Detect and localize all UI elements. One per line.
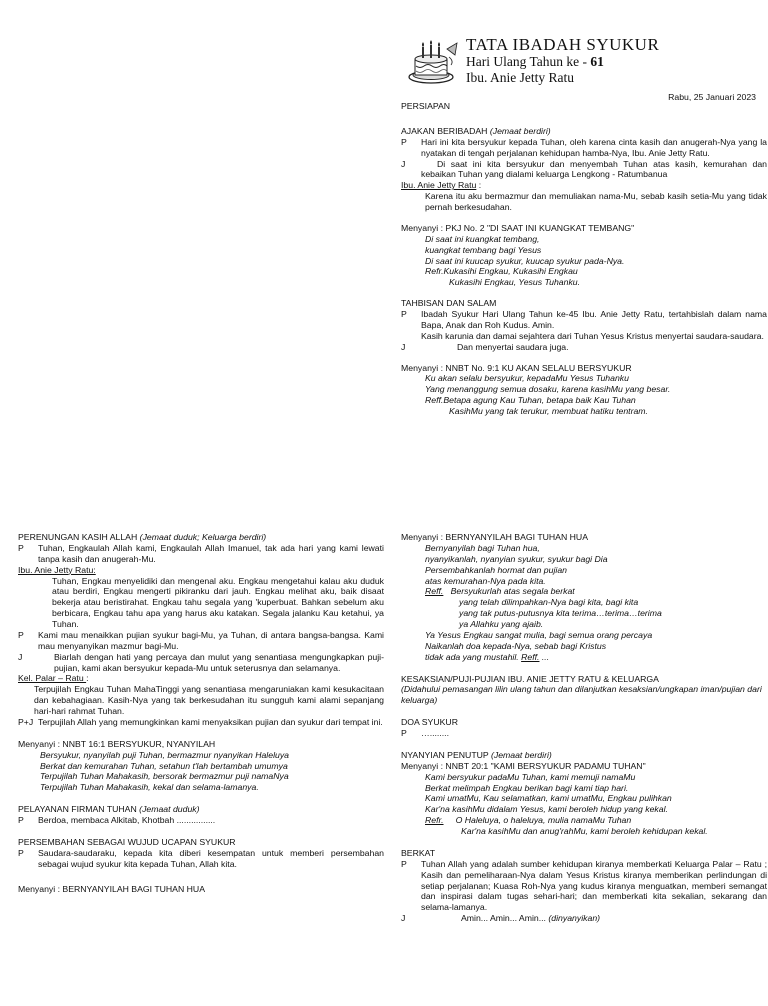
age-number: 61 bbox=[590, 54, 604, 69]
lyric-line: Refr.Kukasihi Engkau, Kukasihi Engkau bbox=[425, 266, 578, 277]
song-bernyanyilah-title: Menyanyi : BERNYANYILAH BAGI TUHAN HUA bbox=[401, 532, 588, 542]
speaker-tag: P+J bbox=[18, 716, 34, 727]
right-bottom-column bbox=[401, 532, 767, 924]
berkat-j-note: (dinyanyikan) bbox=[548, 913, 601, 924]
perenungan-pj-text: Terpujilah Allah yang memungkinkan kami menyaksikan pujian dan syukur dari tempat ini. bbox=[38, 716, 383, 727]
speaker-tag: P bbox=[18, 847, 24, 858]
firman-p-text: Berdoa, membaca Alkitab, Khotbah ................ bbox=[38, 815, 216, 825]
lyric-line: Bernyanyilah bagi Tuhan hua, bbox=[425, 542, 540, 553]
song-bernyanyilah-title: Menyanyi : BERNYANYILAH BAGI TUHAN HUA bbox=[18, 883, 205, 894]
lyric-line: Bersyukur, nyanyilah puji Tuhan, bermazmur nyanyikan Haleluya bbox=[40, 749, 290, 760]
perenungan-j1 bbox=[18, 652, 384, 674]
lyric-line: Bersyukurlah atas segala berkat bbox=[450, 586, 575, 597]
occasion-line bbox=[466, 54, 659, 70]
ibu-label: Ibu. Anie Jetty Ratu: bbox=[18, 564, 96, 575]
reff-lines bbox=[425, 597, 767, 630]
doa-title: DOA SYUKUR bbox=[401, 717, 458, 728]
document-header bbox=[466, 35, 659, 86]
firman-heading bbox=[18, 804, 384, 815]
ajakan-heading bbox=[401, 126, 767, 137]
penutup-title: NYANYIAN PENUTUP bbox=[401, 749, 491, 760]
persembahan-p bbox=[18, 848, 384, 870]
section-doa bbox=[401, 717, 767, 739]
lyric-line: Berkat dan kemurahan Tuhan, setahun t'lah bertambah umumya bbox=[40, 760, 288, 771]
tahbisan-j-text: Dan menyertai saudara juga. bbox=[457, 341, 569, 352]
lyric-line: kuangkat tembang bagi Yesus bbox=[425, 244, 542, 255]
speaker-tag: J bbox=[401, 913, 406, 924]
tahbisan-p bbox=[401, 309, 767, 342]
lyric-line: Terpujilah Tuhan Mahakasih, kekal dan selama-lamanya. bbox=[40, 782, 259, 793]
lyric-line: ya Allahku yang ajaib. bbox=[459, 619, 544, 629]
song-pkj2 bbox=[401, 223, 767, 288]
ajakan-j-text: Di saat ini kita bersyukur dan menyembah Tuhan atas kasih, kemurahan dan kebaikan Tuhan yang dialami keluarga Lengkong - Ratumbanua bbox=[421, 158, 767, 180]
song-pkj2-lyrics bbox=[401, 234, 767, 288]
berkat-j-body bbox=[421, 913, 767, 924]
lyric-line: Reff.Betapa agung Kau Tuhan, betapa baik Kau Tuhan bbox=[425, 395, 636, 406]
kel-label-line bbox=[18, 673, 384, 684]
speaker-tag: P bbox=[18, 629, 24, 640]
firman-title: PELAYANAN FIRMAN TUHAN bbox=[18, 804, 140, 815]
speaker-tag: P bbox=[18, 815, 24, 825]
perenungan-heading bbox=[18, 532, 384, 543]
lyric-line: Di saat ini kuucap syukur, kuucap syukur pada-Nya. bbox=[425, 255, 625, 266]
perenungan-j1-text: Biarlah dengan hati yang percaya dan mulut yang senantiasa mengungkapkan puji-pujian, kami akan bersyukur kepada-Mu untuk seterusnya dan selamanya. bbox=[54, 651, 384, 673]
persembahan-title: PERSEMBAHAN SEBAGAI WUJUD UCAPAN SYUKUR bbox=[18, 836, 236, 847]
speaker-tag: J bbox=[401, 341, 406, 352]
song-nnbt20-lyrics bbox=[401, 772, 767, 837]
speaker-tag: P bbox=[401, 309, 407, 319]
document-title: TATA IBADAH SYUKUR bbox=[466, 35, 660, 54]
song-nnbt9-lyrics bbox=[401, 373, 767, 417]
reff-line bbox=[425, 586, 767, 597]
firman-note: (Jemaat duduk) bbox=[139, 804, 200, 815]
birthday-cake-icon bbox=[407, 35, 459, 85]
lyric-line: Ya Yesus Engkau sangat mulia, bagi semua orang percaya bbox=[425, 629, 653, 640]
lyric-line: Kami bersyukur padaMu Tuhan, kami memuji namaMu bbox=[425, 771, 636, 782]
lyric-line: Persembahkanlah hormat dan pujian bbox=[425, 564, 567, 575]
occasion-prefix: Hari Ulang Tahun ke - bbox=[466, 54, 591, 69]
kesaksian-note: (Didahului pemasangan lilin ulang tahun dan dilanjutkan kesaksian/ungkapan iman/pujian dari keluarga) bbox=[401, 684, 762, 706]
lyric-line: Berkat melimpah Engkau berikan bagi kami tiap hari. bbox=[425, 782, 629, 793]
lyric-line: KasihMu yang tak terukur, membuat hatiku tentram. bbox=[449, 406, 648, 416]
speaker-tag: P bbox=[401, 858, 407, 869]
lyric-line: O Haleluya, o haleluya, mulia namaMu Tuhan bbox=[455, 815, 632, 826]
doa-p bbox=[401, 728, 767, 739]
section-ajakan bbox=[401, 126, 767, 213]
song-nnbt16-title: Menyanyi : NNBT 16:1 BERSYUKUR, NYANYILAH bbox=[18, 738, 216, 749]
lyric-line: yang telah dilimpahkan-Nya bagi kita, bagi kita bbox=[459, 597, 639, 608]
ibu-label: Ibu. Anie Jetty Ratu bbox=[401, 180, 477, 191]
refr-label: Refr. bbox=[425, 815, 444, 826]
lyric-line: Ku akan selalu bersyukur, kepadaMu Yesus Tuhanku bbox=[425, 373, 629, 384]
ibu-colon: : bbox=[476, 180, 482, 191]
tahbisan-title: TAHBISAN DAN SALAM bbox=[401, 298, 497, 309]
speaker-tag: J bbox=[401, 158, 406, 169]
lyric-text: ... bbox=[539, 651, 550, 662]
lyric-line: nyanyikanlah, nyanyian syukur, syukur bagi Dia bbox=[425, 553, 608, 564]
perenungan-pj bbox=[18, 717, 384, 728]
tahbisan-p-text2: Kasih karunia dan damai sejahtera dari Tuhan Yesus Kristus menyertai saudara-saudara. bbox=[421, 330, 764, 341]
section-persiapan: PERSIAPAN bbox=[401, 101, 451, 111]
lyric-line-last bbox=[425, 652, 767, 663]
lyric-line: Yang menanggung semua dosaku, karena kasihMu yang besar. bbox=[425, 384, 671, 395]
section-berkat bbox=[401, 848, 767, 924]
perenungan-p2-text: Kami mau menaikkan pujian syukur bagi-Mu, ya Tuhan, di antara bangsa-bangsa. Kami mau menyanyikan mazmur bagi-Mu. bbox=[38, 629, 384, 651]
celebrant-name: Ibu. Anie Jetty Ratu bbox=[466, 70, 574, 85]
ajakan-title: AJAKAN BERIBADAH bbox=[401, 125, 490, 136]
song-nnbt20-title: Menyanyi : NNBT 20:1 "KAMI BERSYUKUR PADAMU TUHAN" bbox=[401, 760, 646, 771]
speaker-tag: P bbox=[18, 542, 24, 553]
kel-label: Kel. Palar – Ratu bbox=[18, 673, 87, 684]
kel-response: Terpujilah Engkau Tuhan MahaTinggi yang senantiasa mengaruniakan kami kesukacitaan dan kebahagiaan. Kasih-Nya yang tak berkesudahan itu sungguh kami alami sepanjang hari-hari rahmat Tuhan. bbox=[34, 684, 384, 716]
ajakan-j bbox=[401, 159, 767, 181]
penutup-heading bbox=[401, 750, 767, 761]
section-kesaksian bbox=[401, 674, 767, 707]
reff-label: Reff. bbox=[425, 586, 444, 597]
tahbisan-p-body bbox=[421, 309, 767, 342]
ajakan-note: (Jemaat berdiri) bbox=[489, 125, 551, 136]
lyric-line: Kukasihi Engkau, Yesus Tuhanku. bbox=[449, 277, 581, 288]
song-bernyanyilah-intro bbox=[18, 884, 384, 895]
persembahan-p-text: Saudara-saudaraku, kepada kita diberi kesempatan untuk memberi persembahan sebagai wujud syukur kita kepada Tuhan, Allah kita. bbox=[38, 847, 384, 869]
perenungan-title: PERENUNGAN KASIH ALLAH bbox=[18, 532, 140, 542]
right-top-column bbox=[401, 101, 767, 417]
lyric-line: atas kemurahan-Nya pada kita. bbox=[425, 575, 546, 586]
perenungan-note: (Jemaat duduk; Keluarga berdiri) bbox=[139, 532, 267, 542]
lyric-line: Kar'na kasihMu didalam Yesus, kami beroleh hidup yang kekal. bbox=[425, 804, 668, 815]
ajakan-p-text: Hari ini kita bersyukur kepada Tuhan, oleh karena cinta kasih dan anugerah-Nya yang la nyatakan di tengah perjalanan kehidupan hamba-Nya, Ibu. Anie Jetty Ratu. bbox=[421, 136, 767, 158]
firman-p bbox=[18, 815, 384, 826]
tahbisan-p-text1: Ibadah Syukur Hari Ulang Tahun ke-45 Ibu. Anie Jetty Ratu, tertahbislah dalam nama Bapa, Anak dan Roh Kudus. Amin. bbox=[421, 309, 767, 330]
speaker-tag: P bbox=[401, 136, 407, 147]
ibu-reflection: Tuhan, Engkau menyelidiki dan mengenal aku. Engkau mengetahui kalau aku duduk atau berdiri, Engkau mengerti pikiranku dari jauh. Engkau melihat aku, baik disaat bekerja atau beristirahat. Engkau tahu segala yang 'kuperbuat. Bahkan sebelum aku berbicara, Engkau tahu apa yang harus aku katakan. Segala jalanku Kau ketahui, ya Tuhan. bbox=[52, 575, 384, 629]
kesaksian-title: KESAKSIAN/PUJI-PUJIAN IBU. ANIE JETTY RATU & KELUARGA bbox=[401, 673, 659, 684]
section-persembahan bbox=[18, 837, 384, 870]
berkat-p bbox=[401, 859, 767, 913]
lyric-line: Di saat ini kuangkat tembang, bbox=[425, 233, 540, 244]
reff-label: Reff. bbox=[521, 651, 540, 662]
speaker-tag: J bbox=[18, 651, 23, 662]
perenungan-p1-text: Tuhan, Engkaulah Allah kami, Engkaulah Allah Imanuel, tak ada hari yang kami lewati tanpa kasih dan anugerah-Mu. bbox=[38, 542, 384, 564]
doa-p-text: …........ bbox=[421, 728, 449, 738]
section-firman bbox=[18, 804, 384, 826]
ibu-response: Karena itu aku bermazmur dan memuliakan nama-Mu, sebab kasih setia-Mu yang tidak pernah berkesudahan. bbox=[425, 191, 767, 212]
song-nnbt16 bbox=[18, 739, 384, 793]
left-bottom-column bbox=[18, 532, 384, 894]
song-nnbt9 bbox=[401, 363, 767, 417]
lyric-line: Naikanlah doa kepada-Nya, sebab bagi Kristus bbox=[425, 640, 607, 651]
berkat-p-text: Tuhan Allah yang adalah sumber kehidupan kiranya memberkati Keluarga Palar – Ratu ; Kasih dan pemeliharaan-Nya dalam Yesus Kristus kiranya memberikan perlindungan di setiap perjalanan; Kuasa Roh-Nya yang kudus kiranya menguatkan, memberi semangat dan inspirasi dalam tugas sehari-hari; dan memberkati kita sekalian, sekarang dan selama-lamanya. bbox=[421, 858, 767, 913]
berkat-title: BERKAT bbox=[401, 847, 436, 858]
song-nnbt16-lyrics bbox=[18, 750, 384, 794]
lyric-line: yang tak putus-putusnya kita terima…terima…terima bbox=[459, 608, 662, 619]
lyric-line: Kar'na kasihMu dan anug'rahMu, kami beroleh kehidupan kekal. bbox=[461, 826, 708, 836]
lyric-line: Kami umatMu, Kau selamatkan, kami umatMu, Engkau pulihkan bbox=[425, 793, 672, 804]
penutup-note: (Jemaat berdiri) bbox=[490, 749, 552, 760]
refr-line bbox=[425, 815, 767, 826]
song-bernyanyilah bbox=[401, 532, 767, 663]
song-pkj2-title: Menyanyi : PKJ No. 2 "DI SAAT INI KUANGKAT TEMBANG" bbox=[401, 222, 635, 233]
tahbisan-j bbox=[401, 342, 767, 353]
lyric-text: tidak ada yang mustahil. bbox=[425, 651, 522, 662]
service-date: Rabu, 25 Januari 2023 bbox=[668, 92, 756, 102]
section-penutup bbox=[401, 750, 767, 837]
kel-colon: : bbox=[86, 673, 89, 684]
perenungan-p1 bbox=[18, 543, 384, 565]
lyric-line: Terpujilah Tuhan Mahakasih, bersorak bermazmur puji namaNya bbox=[40, 771, 289, 782]
section-tahbisan bbox=[401, 298, 767, 352]
ibu-label-line bbox=[401, 180, 767, 191]
berkat-j bbox=[401, 913, 767, 924]
perenungan-p2 bbox=[18, 630, 384, 652]
song-nnbt9-title: Menyanyi : NNBT No. 9:1 KU AKAN SELALU BERSYUKUR bbox=[401, 362, 632, 373]
song-bernyanyilah-lyrics bbox=[401, 543, 767, 663]
speaker-tag: P bbox=[401, 728, 407, 738]
ajakan-p bbox=[401, 137, 767, 159]
berkat-j-text: Amin... Amin... Amin... bbox=[461, 913, 549, 924]
